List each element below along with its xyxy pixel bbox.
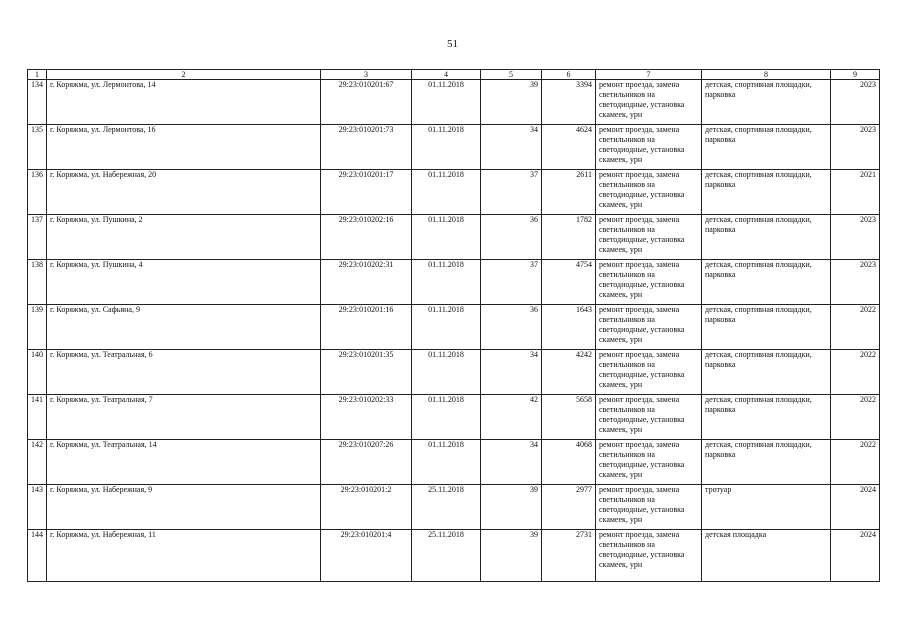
works-cell: ремонт проезда, замена светильников на светодиодные, установка скамеек, урн (596, 440, 702, 485)
row-number: 138 (28, 260, 47, 305)
table-row (28, 485, 880, 530)
date-cell: 25.11.2018 (412, 530, 481, 582)
row-number: 142 (28, 440, 47, 485)
column-6-cell: 3394 (542, 80, 596, 125)
table-row (28, 350, 880, 395)
column-6-cell: 5658 (542, 395, 596, 440)
column-6-cell: 2977 (542, 485, 596, 530)
row-number: 137 (28, 215, 47, 260)
objects-cell: детская, спортивная площадки, парковка (702, 260, 831, 305)
column-6-cell: 4242 (542, 350, 596, 395)
header-cell: 2 (47, 70, 321, 80)
column-number-header (28, 70, 880, 80)
year-cell: 2022 (831, 350, 880, 395)
row-number: 140 (28, 350, 47, 395)
cadastral-number-cell: 29:23:010202:33 (321, 395, 412, 440)
column-5-cell: 34 (481, 125, 542, 170)
objects-cell: детская, спортивная площадки, парковка (702, 170, 831, 215)
works-cell: ремонт проезда, замена светильников на светодиодные, установка скамеек, урн (596, 125, 702, 170)
row-number: 143 (28, 485, 47, 530)
address-cell: г. Коряжма, ул. Театральная, 6 (47, 350, 321, 395)
address-cell: г. Коряжма, ул. Набережная, 11 (47, 530, 321, 582)
date-cell: 25.11.2018 (412, 485, 481, 530)
objects-cell: детская, спортивная площадки, парковка (702, 215, 831, 260)
table-row (28, 215, 880, 260)
works-cell: ремонт проезда, замена светильников на светодиодные, установка скамеек, урн (596, 485, 702, 530)
year-cell: 2024 (831, 530, 880, 582)
year-cell: 2022 (831, 440, 880, 485)
date-cell: 01.11.2018 (412, 215, 481, 260)
column-5-cell: 39 (481, 485, 542, 530)
table-row (28, 395, 880, 440)
table-row (28, 260, 880, 305)
column-5-cell: 42 (481, 395, 542, 440)
row-number: 139 (28, 305, 47, 350)
row-number: 141 (28, 395, 47, 440)
objects-cell: детская, спортивная площадки, парковка (702, 440, 831, 485)
column-5-cell: 39 (481, 80, 542, 125)
column-5-cell: 39 (481, 530, 542, 582)
row-number: 136 (28, 170, 47, 215)
works-cell: ремонт проезда, замена светильников на светодиодные, установка скамеек, урн (596, 80, 702, 125)
year-cell: 2023 (831, 80, 880, 125)
works-cell: ремонт проезда, замена светильников на светодиодные, установка скамеек, урн (596, 305, 702, 350)
works-cell: ремонт проезда, замена светильников на светодиодные, установка скамеек, урн (596, 260, 702, 305)
date-cell: 01.11.2018 (412, 350, 481, 395)
date-cell: 01.11.2018 (412, 305, 481, 350)
table-row (28, 125, 880, 170)
cadastral-number-cell: 29:23:010201:35 (321, 350, 412, 395)
works-cell: ремонт проезда, замена светильников на светодиодные, установка скамеек, урн (596, 395, 702, 440)
table-row (28, 305, 880, 350)
table-row (28, 170, 880, 215)
cadastral-number-cell: 29:23:010201:16 (321, 305, 412, 350)
column-6-cell: 4754 (542, 260, 596, 305)
registry-table (27, 69, 880, 582)
works-cell: ремонт проезда, замена светильников на светодиодные, установка скамеек, урн (596, 215, 702, 260)
column-6-cell: 1782 (542, 215, 596, 260)
column-6-cell: 4624 (542, 125, 596, 170)
column-5-cell: 36 (481, 215, 542, 260)
objects-cell: детская, спортивная площадки, парковка (702, 125, 831, 170)
year-cell: 2024 (831, 485, 880, 530)
header-cell: 4 (412, 70, 481, 80)
year-cell: 2023 (831, 125, 880, 170)
works-cell: ремонт проезда, замена светильников на светодиодные, установка скамеек, урн (596, 530, 702, 582)
address-cell: г. Коряжма, ул. Театральная, 14 (47, 440, 321, 485)
header-cell: 5 (481, 70, 542, 80)
column-6-cell: 2611 (542, 170, 596, 215)
page-number: 51 (447, 38, 458, 50)
cadastral-number-cell: 29:23:010207:26 (321, 440, 412, 485)
date-cell: 01.11.2018 (412, 440, 481, 485)
header-cell: 3 (321, 70, 412, 80)
cadastral-number-cell: 29:23:010201:73 (321, 125, 412, 170)
column-6-cell: 4068 (542, 440, 596, 485)
cadastral-number-cell: 29:23:010201:2 (321, 485, 412, 530)
objects-cell: детская, спортивная площадки, парковка (702, 395, 831, 440)
table-row (28, 440, 880, 485)
date-cell: 01.11.2018 (412, 125, 481, 170)
header-cell: 8 (702, 70, 831, 80)
address-cell: г. Коряжма, ул. Лермонтова, 16 (47, 125, 321, 170)
address-cell: г. Коряжма, ул. Набережная, 20 (47, 170, 321, 215)
cadastral-number-cell: 29:23:010201:4 (321, 530, 412, 582)
cadastral-number-cell: 29:23:010201:17 (321, 170, 412, 215)
table-row (28, 530, 880, 582)
table-row (28, 80, 880, 125)
address-cell: г. Коряжма, ул. Пушкина, 2 (47, 215, 321, 260)
objects-cell: детская, спортивная площадки, парковка (702, 305, 831, 350)
cadastral-number-cell: 29:23:010202:16 (321, 215, 412, 260)
works-cell: ремонт проезда, замена светильников на светодиодные, установка скамеек, урн (596, 350, 702, 395)
header-cell: 6 (542, 70, 596, 80)
address-cell: г. Коряжма, ул. Лермонтова, 14 (47, 80, 321, 125)
works-cell: ремонт проезда, замена светильников на светодиодные, установка скамеек, урн (596, 170, 702, 215)
date-cell: 01.11.2018 (412, 395, 481, 440)
column-5-cell: 37 (481, 260, 542, 305)
date-cell: 01.11.2018 (412, 260, 481, 305)
column-5-cell: 37 (481, 170, 542, 215)
address-cell: г. Коряжма, ул. Набережная, 9 (47, 485, 321, 530)
cadastral-number-cell: 29:23:010202:31 (321, 260, 412, 305)
header-cell: 1 (28, 70, 47, 80)
date-cell: 01.11.2018 (412, 80, 481, 125)
address-cell: г. Коряжма, ул. Театральная, 7 (47, 395, 321, 440)
address-cell: г. Коряжма, ул. Сафьяна, 9 (47, 305, 321, 350)
year-cell: 2021 (831, 170, 880, 215)
header-cell: 9 (831, 70, 880, 80)
cadastral-number-cell: 29:23:010201:67 (321, 80, 412, 125)
header-cell: 7 (596, 70, 702, 80)
column-5-cell: 36 (481, 305, 542, 350)
column-6-cell: 2731 (542, 530, 596, 582)
column-5-cell: 34 (481, 440, 542, 485)
objects-cell: тротуар (702, 485, 831, 530)
objects-cell: детская, спортивная площадки, парковка (702, 350, 831, 395)
year-cell: 2023 (831, 260, 880, 305)
row-number: 144 (28, 530, 47, 582)
year-cell: 2023 (831, 215, 880, 260)
address-cell: г. Коряжма, ул. Пушкина, 4 (47, 260, 321, 305)
row-number: 135 (28, 125, 47, 170)
year-cell: 2022 (831, 305, 880, 350)
objects-cell: детская площадка (702, 530, 831, 582)
year-cell: 2022 (831, 395, 880, 440)
column-5-cell: 34 (481, 350, 542, 395)
objects-cell: детская, спортивная площадки, парковка (702, 80, 831, 125)
row-number: 134 (28, 80, 47, 125)
column-6-cell: 1643 (542, 305, 596, 350)
date-cell: 01.11.2018 (412, 170, 481, 215)
